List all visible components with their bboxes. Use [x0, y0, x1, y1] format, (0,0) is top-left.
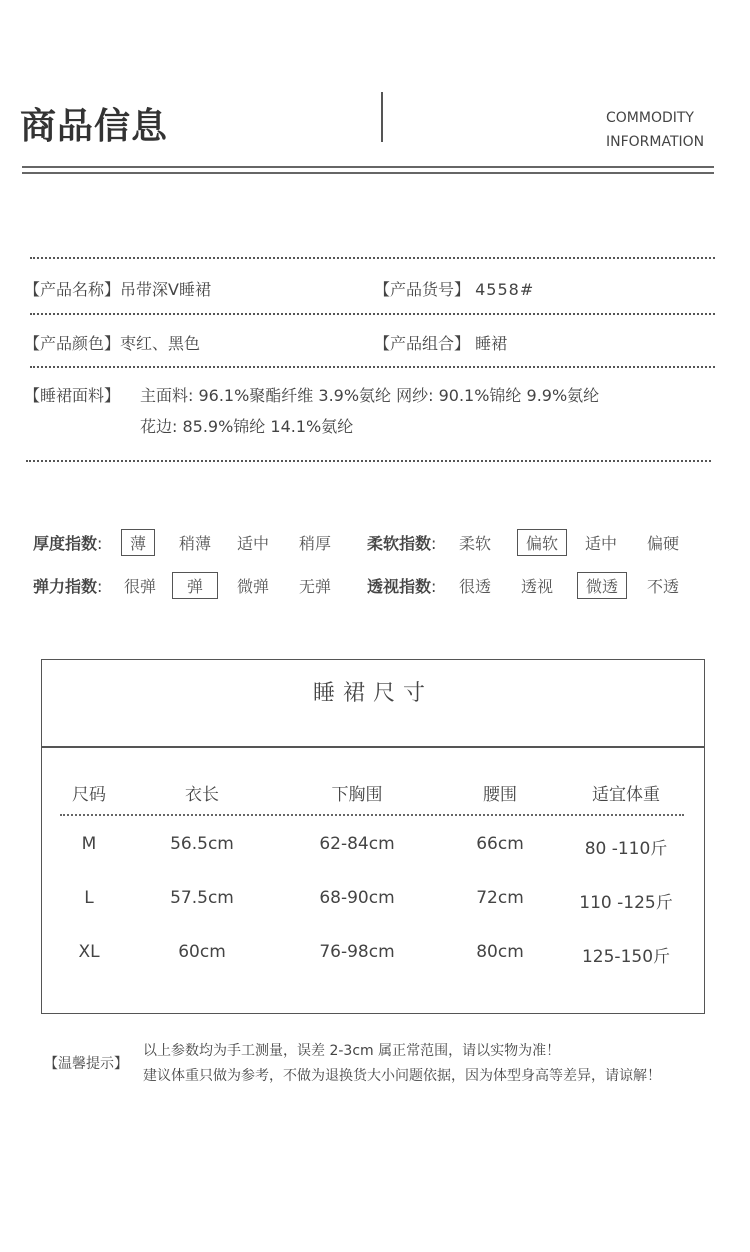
table-cell: 57.5cm — [170, 888, 234, 908]
fabric-line-1: 主面料: 96.1%聚酯纤维 3.9%氨纶 网纱: 90.1%锦纶 9.9%氨纶 — [140, 386, 600, 405]
table-cell: 56.5cm — [170, 834, 234, 854]
table-cell: XL — [78, 942, 100, 962]
product-color-label: 【产品颜色】 — [24, 334, 121, 353]
softness-option: 适中 — [585, 534, 618, 553]
table-cell: L — [84, 888, 94, 908]
softness-option: 柔软 — [459, 534, 492, 553]
info-divider — [26, 460, 711, 462]
header-rule-top — [22, 166, 714, 168]
thickness-option: 适中 — [237, 534, 270, 553]
table-cell: 68-90cm — [319, 888, 395, 908]
transparency-option: 很透 — [459, 577, 492, 596]
info-divider — [30, 366, 715, 368]
table-cell: 62-84cm — [319, 834, 395, 854]
table-header: 腰围 — [483, 785, 517, 805]
info-divider — [30, 257, 715, 259]
table-cell: 66cm — [476, 834, 524, 854]
size-table-title: 睡裙尺寸 — [42, 660, 704, 748]
product-combo-label: 【产品组合】 — [374, 334, 471, 353]
product-sku-label: 【产品货号】 — [374, 280, 471, 299]
product-name-label: 【产品名称】 — [24, 280, 121, 299]
title-divider — [381, 92, 383, 142]
page-subtitle — [606, 106, 704, 154]
table-header: 尺码 — [72, 785, 106, 805]
page-title: 商品信息 — [20, 106, 169, 147]
table-cell: M — [81, 834, 97, 854]
product-name-row — [24, 277, 211, 300]
subtitle-line-2: INFORMATION — [606, 134, 705, 150]
tips-label: 【温馨提示】 — [44, 1056, 128, 1072]
table-cell: 110 -125斤 — [579, 893, 673, 913]
subtitle-line-1: COMMODITY — [606, 110, 694, 126]
tips-line-2: 建议体重只做为参考，不做为退换货大小问题依据，因为体型身高等差异，请谅解！ — [143, 1068, 661, 1084]
table-cell: 72cm — [476, 888, 524, 908]
elasticity-option: 很弹 — [124, 577, 157, 596]
table-cell: 80cm — [476, 942, 524, 962]
table-header: 衣长 — [185, 785, 219, 805]
product-combo-value: 睡裙 — [475, 334, 508, 353]
product-sku-value: 4558# — [475, 280, 535, 299]
header-rule-bottom — [22, 172, 714, 174]
table-header: 适宜体重 — [592, 785, 660, 805]
elasticity-option: 微弹 — [237, 577, 270, 596]
tips-line-1: 以上参数均为手工测量，误差 2-3cm 属正常范围，请以实物为准！ — [143, 1043, 561, 1059]
fabric-label: 【睡裙面料】 — [24, 386, 121, 405]
transparency-option: 透视 — [521, 577, 554, 596]
elasticity-index-label: 弹力指数: — [33, 577, 103, 596]
info-divider — [30, 313, 715, 315]
table-header: 下胸围 — [331, 785, 383, 805]
softness-option-selected: 偏软 — [517, 529, 567, 556]
table-cell: 125-150斤 — [581, 947, 671, 967]
product-color-row — [24, 331, 200, 354]
fabric-line-2: 花边: 85.9%锦纶 14.1%氨纶 — [140, 417, 354, 436]
product-color-value: 枣红、黑色 — [120, 334, 201, 353]
transparency-index-label: 透视指数: — [367, 577, 437, 596]
product-combo-row — [374, 331, 507, 354]
thickness-option-selected: 薄 — [121, 529, 155, 556]
softness-index-label: 柔软指数: — [367, 534, 437, 553]
table-cell: 80 -110斤 — [584, 839, 668, 859]
elasticity-option: 无弹 — [299, 577, 332, 596]
thickness-option: 稍厚 — [299, 534, 332, 553]
table-cell: 60cm — [178, 942, 226, 962]
table-cell: 76-98cm — [319, 942, 395, 962]
product-sku-row — [374, 277, 534, 300]
thickness-option: 稍薄 — [179, 534, 212, 553]
product-name-value: 吊带深V睡裙 — [120, 280, 211, 299]
table-header-divider — [60, 814, 684, 816]
elasticity-option-selected: 弹 — [172, 572, 218, 599]
thickness-index-label: 厚度指数: — [33, 534, 103, 553]
transparency-option: 不透 — [647, 577, 680, 596]
transparency-option-selected: 微透 — [577, 572, 627, 599]
softness-option: 偏硬 — [647, 534, 680, 553]
